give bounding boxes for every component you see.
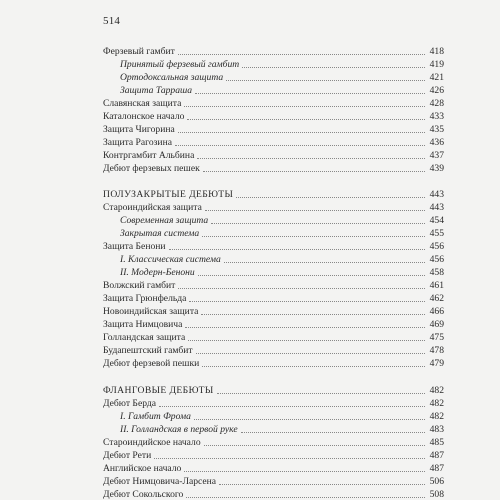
toc-entry: [103, 331, 444, 344]
dot-leader: [194, 418, 425, 420]
toc-page: 455: [429, 228, 444, 239]
dot-leader: [189, 300, 425, 302]
dot-leader: [175, 144, 425, 146]
toc-page: 475: [429, 332, 444, 343]
toc-title: Дебют ферзевых пешек: [103, 163, 200, 174]
toc-title: Дебют Нимцовича-Ларсена: [103, 476, 217, 487]
toc-page: 469: [429, 319, 444, 330]
dot-leader: [241, 431, 425, 433]
toc-entry: [120, 423, 444, 436]
dot-leader: [204, 444, 425, 446]
toc-title: Староиндийское начало: [103, 437, 201, 448]
toc-entry: [120, 266, 444, 279]
toc-entry: [103, 162, 444, 175]
toc-page: 456: [429, 254, 444, 265]
toc-entry: [120, 58, 444, 71]
dot-leader: [202, 365, 425, 367]
dot-leader: [184, 105, 425, 107]
toc-page: 487: [429, 463, 444, 474]
toc-page: 461: [429, 280, 444, 291]
dot-leader: [242, 66, 425, 68]
dot-leader: [219, 483, 425, 485]
dot-leader: [203, 170, 425, 172]
toc-section-heading: [103, 188, 444, 201]
toc-entry: [103, 110, 444, 123]
toc-entry: [103, 344, 444, 357]
toc-page: 482: [429, 385, 444, 396]
toc-entry: [103, 45, 444, 58]
toc-entry: [103, 488, 444, 501]
toc-title: Ортодоксальная защита: [120, 72, 224, 83]
toc-title: Защита Бенони: [103, 241, 166, 252]
dot-leader: [184, 470, 425, 472]
toc-page: 482: [429, 398, 444, 409]
toc-page: 443: [429, 202, 444, 213]
toc-title: Волжский гамбит: [103, 280, 176, 291]
toc-entry: [103, 462, 444, 475]
toc-page: 483: [429, 424, 444, 435]
toc-title: Староиндийская защита: [103, 202, 202, 213]
toc-page: 456: [429, 241, 444, 252]
dot-leader: [201, 313, 425, 315]
toc-title: Дебют ферзевой пешки: [103, 358, 200, 369]
dot-leader: [188, 339, 425, 341]
toc-page: 506: [429, 476, 444, 487]
toc-title: Современная защита: [120, 215, 209, 226]
dot-leader: [196, 352, 425, 354]
dot-leader: [186, 496, 425, 498]
toc-page: 428: [429, 98, 444, 109]
dot-leader: [224, 261, 425, 263]
toc-page: 436: [429, 137, 444, 148]
dot-leader: [205, 209, 425, 211]
toc-entry: [120, 253, 444, 266]
dot-leader: [187, 118, 425, 120]
toc-title: Защита Тарраша: [120, 85, 193, 96]
toc-page: 435: [429, 124, 444, 135]
toc-title: ФЛАНГОВЫЕ ДЕБЮТЫ: [103, 385, 214, 396]
toc-page: 508: [429, 489, 444, 500]
toc-entry: [103, 475, 444, 488]
toc-page: 437: [429, 150, 444, 161]
toc-page: 439: [429, 163, 444, 174]
toc-title: Каталонское начало: [103, 111, 185, 122]
toc-entry: [103, 397, 444, 410]
toc-entry: [103, 201, 444, 214]
toc-entry: [103, 305, 444, 318]
dot-leader: [236, 196, 425, 198]
dot-leader: [195, 92, 425, 94]
toc-title: II. Модерн-Бенони: [120, 267, 195, 278]
toc-entry: [103, 318, 444, 331]
dot-leader: [178, 53, 425, 55]
toc-title: Дебют Рети: [103, 450, 152, 461]
toc-title: Принятый ферзевый гамбит: [120, 59, 240, 70]
toc-title: Славянская защита: [103, 98, 182, 109]
toc-page: 419: [429, 59, 444, 70]
toc-page: 458: [429, 267, 444, 278]
toc-title: Голландская защита: [103, 332, 186, 343]
dot-leader: [154, 457, 425, 459]
toc-page: 478: [429, 345, 444, 356]
dot-leader: [169, 248, 425, 250]
toc-section-heading: [103, 384, 444, 397]
toc-page: 482: [429, 411, 444, 422]
toc-page: 462: [429, 293, 444, 304]
toc-page: 418: [429, 46, 444, 57]
toc-title: Защита Нимцовича: [103, 319, 183, 330]
toc-title: Дебют Сокольского: [103, 489, 184, 500]
toc-page: 479: [429, 358, 444, 369]
toc-entry: [120, 410, 444, 423]
toc-title: Защита Чигорина: [103, 124, 175, 135]
toc-page: 466: [429, 306, 444, 317]
toc-entry: [103, 292, 444, 305]
toc-page: 485: [429, 437, 444, 448]
dot-leader: [178, 287, 425, 289]
toc-title: Дебют Берда: [103, 398, 157, 409]
toc-title: I. Гамбит Фрома: [120, 411, 191, 422]
toc-title: Английское начало: [103, 463, 182, 474]
toc-page: 443: [429, 189, 444, 200]
toc-entry: [120, 214, 444, 227]
dot-leader: [198, 274, 425, 276]
dot-leader: [197, 157, 425, 159]
toc-entry: [103, 97, 444, 110]
toc-entry: [103, 123, 444, 136]
toc-page: 426: [429, 85, 444, 96]
toc-entry: [120, 71, 444, 84]
toc-page: 454: [429, 215, 444, 226]
toc-page: 487: [429, 450, 444, 461]
toc-title: II. Голландская в первой руке: [120, 424, 238, 435]
toc-entry: [103, 357, 444, 370]
dot-leader: [159, 405, 425, 407]
toc-entry: [120, 84, 444, 97]
toc-page: 433: [429, 111, 444, 122]
toc-page: 421: [429, 72, 444, 83]
toc-entry: [120, 227, 444, 240]
toc-entry: [103, 136, 444, 149]
toc-entry: [103, 436, 444, 449]
dot-leader: [211, 222, 425, 224]
dot-leader: [226, 79, 425, 81]
toc-entry: [103, 149, 444, 162]
toc-title: Закрытая система: [120, 228, 200, 239]
toc-title: Будапештский гамбит: [103, 345, 193, 356]
dot-leader: [185, 326, 425, 328]
dot-leader: [202, 235, 425, 237]
toc-title: I. Классическая система: [120, 254, 221, 265]
dot-leader: [178, 131, 425, 133]
toc-entry: [103, 279, 444, 292]
toc-title: ПОЛУЗАКРЫТЫЕ ДЕБЮТЫ: [103, 189, 234, 200]
dot-leader: [217, 392, 425, 394]
page-number: 514: [103, 15, 121, 27]
toc-title: Защита Грюнфельда: [103, 293, 187, 304]
toc-title: Защита Рагозина: [103, 137, 172, 148]
toc-entry: [103, 240, 444, 253]
toc-title: Новоиндийская защита: [103, 306, 199, 317]
toc-title: Ферзевый гамбит: [103, 46, 175, 57]
toc-title: Контргамбит Альбина: [103, 150, 195, 161]
toc-entry: [103, 449, 444, 462]
